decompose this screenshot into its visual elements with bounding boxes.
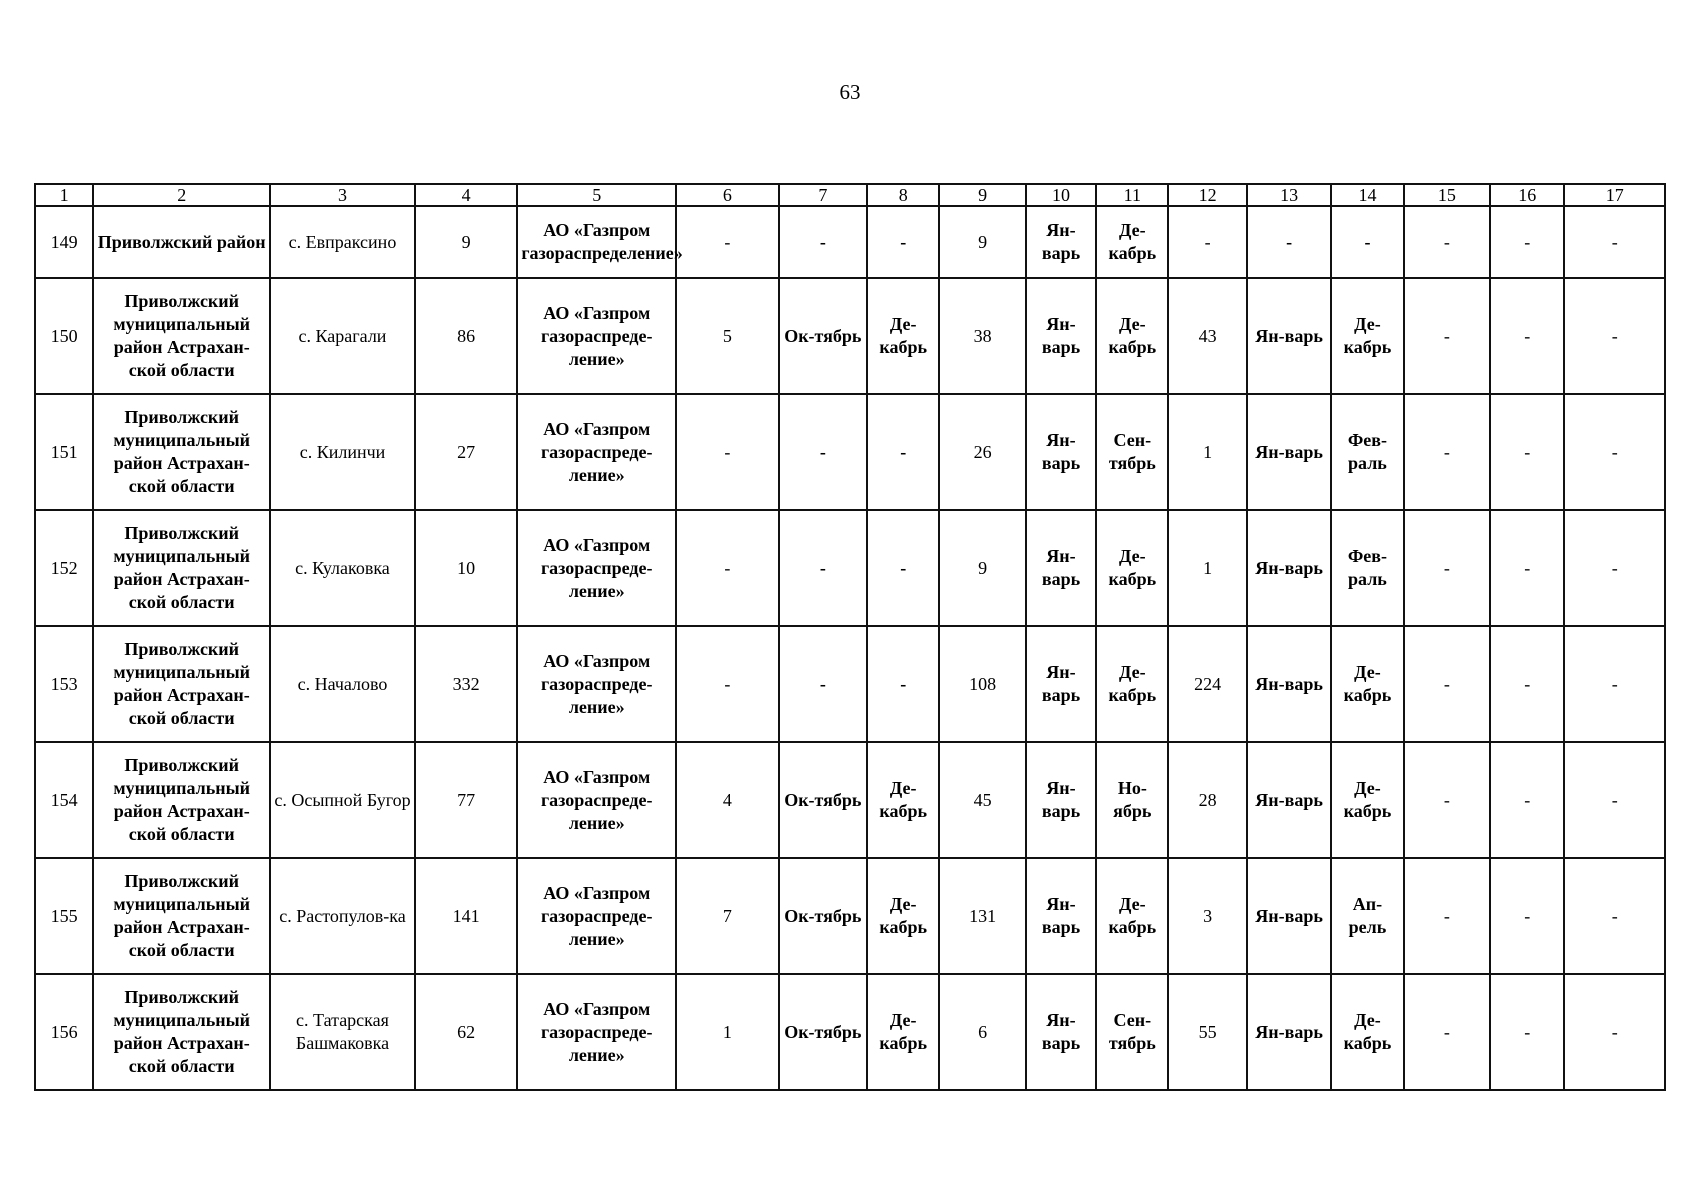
table-cell-col-3: с. Началово — [270, 626, 415, 742]
table-cell-col-5: АО «Газпром газораспреде-ление» — [517, 394, 676, 510]
table-cell-col-2: Приволжский муниципальный район Астрахан-ской области — [93, 974, 270, 1090]
table-cell-col-13: Ян-варь — [1247, 858, 1331, 974]
table-cell-col-3: с. Кулаковка — [270, 510, 415, 626]
column-header-5: 5 — [517, 184, 676, 206]
table-cell-col-9: 6 — [939, 974, 1025, 1090]
table-cell-col-15: - — [1404, 626, 1490, 742]
table-cell-col-14: - — [1331, 206, 1403, 278]
table-cell-col-2: Приволжский район — [93, 206, 270, 278]
table-cell-col-17: - — [1564, 742, 1665, 858]
table-cell-col-7: - — [779, 510, 867, 626]
table-cell-col-11: Сен-тябрь — [1096, 394, 1168, 510]
table-cell-col-1: 150 — [35, 278, 93, 394]
table-cell-col-16: - — [1490, 626, 1564, 742]
table-cell-col-14: Де-кабрь — [1331, 974, 1403, 1090]
column-header-1: 1 — [35, 184, 93, 206]
column-header-6: 6 — [676, 184, 779, 206]
column-header-12: 12 — [1168, 184, 1246, 206]
table-cell-col-6: 1 — [676, 974, 779, 1090]
table-cell-col-11: Де-кабрь — [1096, 278, 1168, 394]
table-cell-col-15: - — [1404, 858, 1490, 974]
table-cell-col-17: - — [1564, 394, 1665, 510]
table-cell-col-10: Ян-варь — [1026, 394, 1096, 510]
table-cell-col-9: 9 — [939, 510, 1025, 626]
table-cell-col-13: Ян-варь — [1247, 510, 1331, 626]
table-row — [35, 742, 1665, 858]
table-cell-col-16: - — [1490, 858, 1564, 974]
table-cell-col-5: АО «Газпром газораспределение» — [517, 206, 676, 278]
column-header-10: 10 — [1026, 184, 1096, 206]
table-cell-col-9: 131 — [939, 858, 1025, 974]
table-cell-col-3: с. Евпраксино — [270, 206, 415, 278]
table-cell-col-7: - — [779, 626, 867, 742]
table-cell-col-1: 149 — [35, 206, 93, 278]
table-cell-col-6: - — [676, 510, 779, 626]
table-row — [35, 510, 1665, 626]
table-cell-col-5: АО «Газпром газораспреде-ление» — [517, 626, 676, 742]
table-cell-col-1: 152 — [35, 510, 93, 626]
table-cell-col-12: 3 — [1168, 858, 1246, 974]
table-cell-col-8: Де-кабрь — [867, 742, 939, 858]
table-cell-col-1: 154 — [35, 742, 93, 858]
table-cell-col-4: 86 — [415, 278, 518, 394]
table-cell-col-5: АО «Газпром газораспреде-ление» — [517, 974, 676, 1090]
table-cell-col-15: - — [1404, 206, 1490, 278]
column-header-17: 17 — [1564, 184, 1665, 206]
table-cell-col-13: Ян-варь — [1247, 278, 1331, 394]
table-cell-col-17: - — [1564, 510, 1665, 626]
column-header-15: 15 — [1404, 184, 1490, 206]
table-row — [35, 278, 1665, 394]
table-cell-col-9: 38 — [939, 278, 1025, 394]
table-cell-col-14: Фев-раль — [1331, 394, 1403, 510]
table-cell-col-8: Де-кабрь — [867, 974, 939, 1090]
table-cell-col-10: Ян-варь — [1026, 626, 1096, 742]
table-cell-col-9: 9 — [939, 206, 1025, 278]
table-cell-col-6: 5 — [676, 278, 779, 394]
table-cell-col-10: Ян-варь — [1026, 742, 1096, 858]
table-cell-col-4: 9 — [415, 206, 518, 278]
table-cell-col-2: Приволжский муниципальный район Астрахан-ской области — [93, 278, 270, 394]
table-cell-col-5: АО «Газпром газораспреде-ление» — [517, 858, 676, 974]
table-cell-col-16: - — [1490, 206, 1564, 278]
table-cell-col-13: Ян-варь — [1247, 394, 1331, 510]
table-cell-col-8: Де-кабрь — [867, 858, 939, 974]
table-cell-col-6: - — [676, 206, 779, 278]
table-cell-col-5: АО «Газпром газораспреде-ление» — [517, 510, 676, 626]
table-cell-col-13: Ян-варь — [1247, 626, 1331, 742]
table-cell-col-12: 43 — [1168, 278, 1246, 394]
table-cell-col-11: Но-ябрь — [1096, 742, 1168, 858]
table-cell-col-15: - — [1404, 510, 1490, 626]
data-table — [34, 183, 1666, 1091]
table-cell-col-9: 108 — [939, 626, 1025, 742]
page-number: 63 — [839, 80, 861, 104]
table-cell-col-2: Приволжский муниципальный район Астрахан-ской области — [93, 510, 270, 626]
table-cell-col-8: Де-кабрь — [867, 278, 939, 394]
column-header-3: 3 — [270, 184, 415, 206]
table-cell-col-8: - — [867, 206, 939, 278]
table-cell-col-4: 77 — [415, 742, 518, 858]
table-cell-col-11: Де-кабрь — [1096, 206, 1168, 278]
table-cell-col-6: - — [676, 626, 779, 742]
column-header-8: 8 — [867, 184, 939, 206]
table-cell-col-3: с. Растопулов-ка — [270, 858, 415, 974]
table-row — [35, 974, 1665, 1090]
table-cell-col-17: - — [1564, 858, 1665, 974]
table-cell-col-1: 156 — [35, 974, 93, 1090]
table-cell-col-3: с. Килинчи — [270, 394, 415, 510]
column-header-4: 4 — [415, 184, 518, 206]
table-cell-col-17: - — [1564, 278, 1665, 394]
column-header-11: 11 — [1096, 184, 1168, 206]
table-cell-col-12: - — [1168, 206, 1246, 278]
table-cell-col-8: - — [867, 626, 939, 742]
table-cell-col-11: Де-кабрь — [1096, 858, 1168, 974]
table-cell-col-12: 224 — [1168, 626, 1246, 742]
table-cell-col-10: Ян-варь — [1026, 974, 1096, 1090]
table-cell-col-14: Де-кабрь — [1331, 626, 1403, 742]
table-cell-col-9: 45 — [939, 742, 1025, 858]
table-cell-col-6: 7 — [676, 858, 779, 974]
table-cell-col-14: Ап-рель — [1331, 858, 1403, 974]
table-cell-col-8: - — [867, 394, 939, 510]
table-cell-col-4: 10 — [415, 510, 518, 626]
table-cell-col-11: Де-кабрь — [1096, 626, 1168, 742]
table-cell-col-7: - — [779, 394, 867, 510]
table-cell-col-5: АО «Газпром газораспреде-ление» — [517, 278, 676, 394]
table-row — [35, 858, 1665, 974]
table-cell-col-7: Ок-тябрь — [779, 974, 867, 1090]
table-cell-col-6: 4 — [676, 742, 779, 858]
table-cell-col-7: Ок-тябрь — [779, 278, 867, 394]
table-cell-col-13: Ян-варь — [1247, 974, 1331, 1090]
table-cell-col-12: 1 — [1168, 510, 1246, 626]
table-cell-col-11: Де-кабрь — [1096, 510, 1168, 626]
table-cell-col-7: - — [779, 206, 867, 278]
table-row — [35, 394, 1665, 510]
column-number-row — [35, 184, 1665, 206]
table-cell-col-3: с. Татарская Башмаковка — [270, 974, 415, 1090]
column-header-9: 9 — [939, 184, 1025, 206]
table-row — [35, 626, 1665, 742]
column-header-7: 7 — [779, 184, 867, 206]
table-cell-col-12: 55 — [1168, 974, 1246, 1090]
table-cell-col-7: Ок-тябрь — [779, 858, 867, 974]
table-cell-col-3: с. Осыпной Бугор — [270, 742, 415, 858]
table-cell-col-14: Де-кабрь — [1331, 278, 1403, 394]
table-cell-col-5: АО «Газпром газораспреде-ление» — [517, 742, 676, 858]
table-cell-col-16: - — [1490, 394, 1564, 510]
table-cell-col-13: Ян-варь — [1247, 742, 1331, 858]
table-cell-col-1: 155 — [35, 858, 93, 974]
table-cell-col-2: Приволжский муниципальный район Астрахан-ской области — [93, 742, 270, 858]
table-cell-col-17: - — [1564, 974, 1665, 1090]
table-cell-col-17: - — [1564, 206, 1665, 278]
table-cell-col-15: - — [1404, 742, 1490, 858]
table-cell-col-16: - — [1490, 974, 1564, 1090]
table-cell-col-4: 27 — [415, 394, 518, 510]
table-cell-col-17: - — [1564, 626, 1665, 742]
table-cell-col-10: Ян-варь — [1026, 206, 1096, 278]
table-cell-col-14: Фев-раль — [1331, 510, 1403, 626]
table-cell-col-2: Приволжский муниципальный район Астрахан-ской области — [93, 626, 270, 742]
table-cell-col-16: - — [1490, 510, 1564, 626]
table-cell-col-2: Приволжский муниципальный район Астрахан-ской области — [93, 394, 270, 510]
table-cell-col-8: - — [867, 510, 939, 626]
table-cell-col-3: с. Карагали — [270, 278, 415, 394]
table-cell-col-13: - — [1247, 206, 1331, 278]
table-cell-col-10: Ян-варь — [1026, 510, 1096, 626]
table-cell-col-1: 151 — [35, 394, 93, 510]
table-cell-col-15: - — [1404, 394, 1490, 510]
column-header-14: 14 — [1331, 184, 1403, 206]
column-header-13: 13 — [1247, 184, 1331, 206]
table-cell-col-9: 26 — [939, 394, 1025, 510]
column-header-16: 16 — [1490, 184, 1564, 206]
table-cell-col-4: 62 — [415, 974, 518, 1090]
table-cell-col-2: Приволжский муниципальный район Астрахан-ской области — [93, 858, 270, 974]
column-header-2: 2 — [93, 184, 270, 206]
table-cell-col-7: Ок-тябрь — [779, 742, 867, 858]
table-cell-col-4: 141 — [415, 858, 518, 974]
table-row — [35, 206, 1665, 278]
table-cell-col-16: - — [1490, 742, 1564, 858]
table-cell-col-10: Ян-варь — [1026, 278, 1096, 394]
table-cell-col-14: Де-кабрь — [1331, 742, 1403, 858]
table-cell-col-1: 153 — [35, 626, 93, 742]
table-cell-col-15: - — [1404, 278, 1490, 394]
table-cell-col-12: 28 — [1168, 742, 1246, 858]
table-cell-col-4: 332 — [415, 626, 518, 742]
table-cell-col-10: Ян-варь — [1026, 858, 1096, 974]
table-cell-col-16: - — [1490, 278, 1564, 394]
table-cell-col-15: - — [1404, 974, 1490, 1090]
table-cell-col-11: Сен-тябрь — [1096, 974, 1168, 1090]
table-cell-col-6: - — [676, 394, 779, 510]
table-cell-col-12: 1 — [1168, 394, 1246, 510]
